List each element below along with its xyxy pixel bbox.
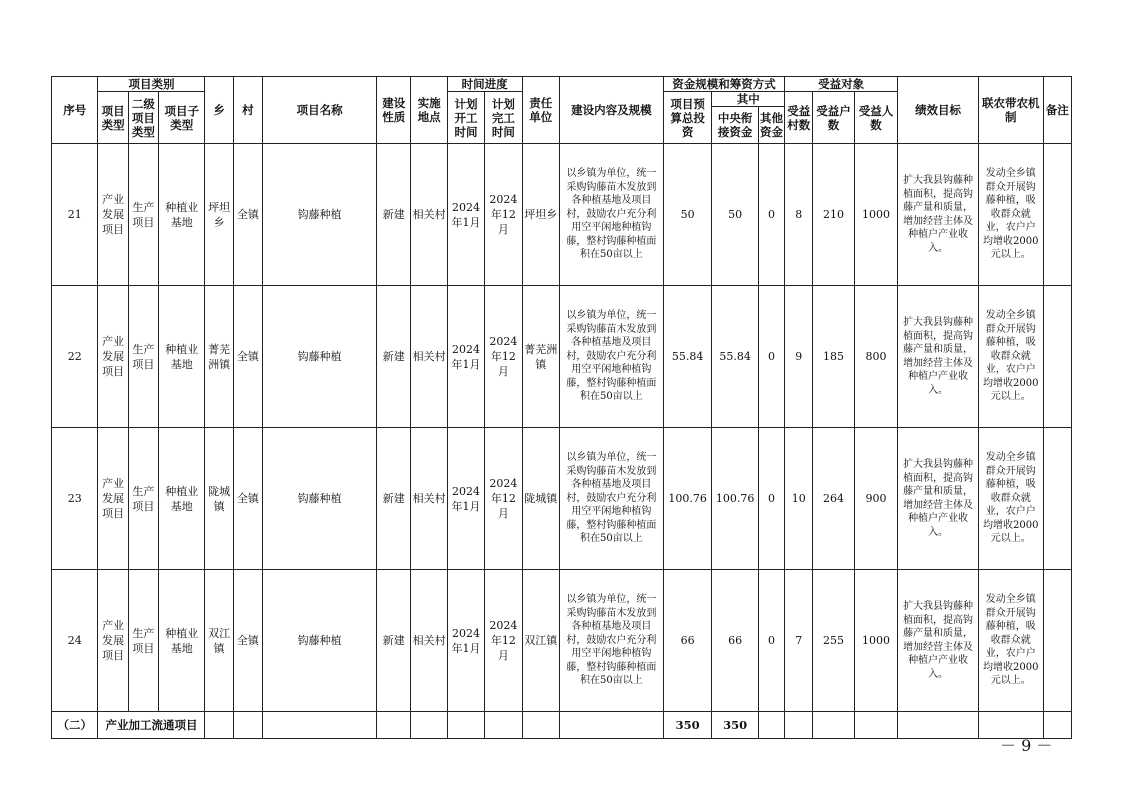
header-seq: 序号 [52,77,98,144]
cell-performance: 扩大我县钩藤种植面积，提高钩藤产量和质量，增加经营主体及种植户产业收入。 [898,286,979,428]
cell-total-budget: 55.84 [663,286,711,428]
cell-mechanism: 发动全乡镇群众开展钩藤种植，吸收群众就业，农户户均增收2000元以上。 [978,570,1043,712]
cell-project-name: 钩藤种植 [263,428,377,570]
header-responsible: 责任单位 [522,77,559,144]
empty-cell [411,712,447,739]
cell-ben-people: 1000 [854,570,897,712]
cell-start: 2024年1月 [447,570,484,712]
empty-cell [559,712,663,739]
header-mechanism: 联农带农机制 [978,77,1043,144]
subtotal-total-budget: 350 [663,712,711,739]
header-construction-nature: 建设性质 [377,77,411,144]
header-remarks: 备注 [1043,77,1071,144]
header-category-group: 项目类别 [98,77,205,92]
header-ben-people: 受益人数 [854,92,897,144]
table-row [52,428,1072,570]
subtotal-central: 350 [712,712,758,739]
empty-cell [263,712,377,739]
header-total-budget: 项目预算总投资 [663,92,711,144]
cell-responsible: 坪坦乡 [522,144,559,286]
cell-seq: 24 [52,570,98,712]
empty-cell [233,712,262,739]
cell-central: 55.84 [712,286,758,428]
cell-township: 陇城镇 [205,428,233,570]
cell-seq: 22 [52,286,98,428]
cell-construction-nature: 新建 [377,144,411,286]
cell-cat-type: 产业发展项目 [98,428,128,570]
cell-township: 菁芜洲镇 [205,286,233,428]
cell-responsible: 陇城镇 [522,428,559,570]
header-beneficiary-group: 受益对象 [785,77,898,92]
cell-ben-households: 210 [813,144,854,286]
empty-cell [854,712,897,739]
header-village: 村 [233,77,262,144]
cell-end: 2024年12月 [485,144,522,286]
empty-cell [522,712,559,739]
empty-cell [447,712,484,739]
cell-village: 全镇 [233,286,262,428]
cell-ben-households: 185 [813,286,854,428]
cell-performance: 扩大我县钩藤种植面积，提高钩藤产量和质量，增加经营主体及种植户产业收入。 [898,144,979,286]
cell-cat-sub: 生产项目 [128,570,158,712]
header-cat-subtype: 项目子类型 [159,92,205,144]
empty-cell [377,712,411,739]
header-other-funds: 其他资金 [758,107,784,144]
header-end: 计划完工时间 [485,92,522,144]
table-row [52,144,1072,286]
cell-construction-nature: 新建 [377,286,411,428]
subtotal-seq: （二） [52,712,98,739]
cell-cat-type: 产业发展项目 [98,286,128,428]
cell-content: 以乡镇为单位，统一采购钩藤苗木发放到各种植基地及项目村，鼓励农户充分利用空平闲地种植钩藤，整村钩藤种植面积在50亩以上 [559,570,663,712]
cell-mechanism: 发动全乡镇群众开展钩藤种植，吸收群众就业，农户户均增收2000元以上。 [978,286,1043,428]
header-central: 中央衔接资金 [712,107,758,144]
cell-ben-households: 255 [813,570,854,712]
cell-cat-sub: 生产项目 [128,428,158,570]
cell-other-funds: 0 [758,428,784,570]
header-schedule-group: 时间进度 [447,77,522,92]
header-cat-type: 项目类型 [98,92,128,144]
cell-central: 66 [712,570,758,712]
cell-end: 2024年12月 [485,286,522,428]
empty-cell [205,712,233,739]
cell-total-budget: 50 [663,144,711,286]
cell-cat-sub: 生产项目 [128,286,158,428]
cell-total-budget: 100.76 [663,428,711,570]
cell-performance: 扩大我县钩藤种植面积，提高钩藤产量和质量，增加经营主体及种植户产业收入。 [898,428,979,570]
cell-project-name: 钩藤种植 [263,570,377,712]
cell-other-funds: 0 [758,144,784,286]
cell-ben-villages: 7 [785,570,813,712]
cell-ben-villages: 9 [785,286,813,428]
cell-content: 以乡镇为单位，统一采购钩藤苗木发放到各种植基地及项目村，鼓励农户充分利用空平闲地种植钩藤，整村钩藤种植面积在50亩以上 [559,428,663,570]
header-township: 乡 [205,77,233,144]
cell-ben-people: 800 [854,286,897,428]
header-location: 实施地点 [411,77,447,144]
cell-location: 相关村 [411,144,447,286]
cell-village: 全镇 [233,144,262,286]
cell-cat-sub: 生产项目 [128,144,158,286]
cell-mechanism: 发动全乡镇群众开展钩藤种植，吸收群众就业，农户户均增收2000元以上。 [978,144,1043,286]
cell-location: 相关村 [411,570,447,712]
header-ben-households: 受益户数 [813,92,854,144]
cell-ben-people: 900 [854,428,897,570]
cell-content: 以乡镇为单位，统一采购钩藤苗木发放到各种植基地及项目村，鼓励农户充分利用空平闲地种植钩藤，整村钩藤种植面积在50亩以上 [559,144,663,286]
cell-cat-type: 产业发展项目 [98,570,128,712]
cell-cat-subtype: 种植业基地 [159,144,205,286]
cell-central: 50 [712,144,758,286]
cell-cat-subtype: 种植业基地 [159,286,205,428]
cell-start: 2024年1月 [447,286,484,428]
table-row [52,570,1072,712]
cell-performance: 扩大我县钩藤种植面积，提高钩藤产量和质量，增加经营主体及种植户产业收入。 [898,570,979,712]
cell-other-funds: 0 [758,286,784,428]
empty-cell [813,712,854,739]
header-funds-group: 资金规模和筹资方式 [663,77,784,92]
project-table [51,76,1072,739]
cell-construction-nature: 新建 [377,428,411,570]
header-ben-villages: 受益村数 [785,92,813,144]
header-project-name: 项目名称 [263,77,377,144]
cell-end: 2024年12月 [485,428,522,570]
cell-end: 2024年12月 [485,570,522,712]
header-of-which: 其中 [712,92,785,107]
cell-start: 2024年1月 [447,144,484,286]
cell-project-name: 钩藤种植 [263,286,377,428]
cell-responsible: 双江镇 [522,570,559,712]
header-performance: 绩效目标 [898,77,979,144]
cell-location: 相关村 [411,286,447,428]
subtotal-row [52,712,1072,739]
header-content: 建设内容及规模 [559,77,663,144]
cell-ben-villages: 10 [785,428,813,570]
cell-cat-subtype: 种植业基地 [159,428,205,570]
cell-seq: 23 [52,428,98,570]
cell-township: 双江镇 [205,570,233,712]
cell-other-funds: 0 [758,570,784,712]
empty-cell [898,712,979,739]
cell-project-name: 钩藤种植 [263,144,377,286]
subtotal-label: 产业加工流通项目 [98,712,205,739]
cell-remarks [1043,428,1071,570]
cell-ben-people: 1000 [854,144,897,286]
cell-construction-nature: 新建 [377,570,411,712]
empty-cell [785,712,813,739]
cell-total-budget: 66 [663,570,711,712]
cell-cat-subtype: 种植业基地 [159,570,205,712]
empty-cell [758,712,784,739]
empty-cell [485,712,522,739]
cell-ben-households: 264 [813,428,854,570]
header-cat-sub: 二级项目类型 [128,92,158,144]
cell-village: 全镇 [233,570,262,712]
table-row [52,286,1072,428]
cell-township: 坪坦乡 [205,144,233,286]
cell-seq: 21 [52,144,98,286]
cell-remarks [1043,144,1071,286]
cell-start: 2024年1月 [447,428,484,570]
cell-responsible: 菁芜洲镇 [522,286,559,428]
cell-remarks [1043,286,1071,428]
page-number: － 9 － [1000,736,1053,755]
cell-cat-type: 产业发展项目 [98,144,128,286]
cell-ben-villages: 8 [785,144,813,286]
cell-content: 以乡镇为单位，统一采购钩藤苗木发放到各种植基地及项目村，鼓励农户充分利用空平闲地种植钩藤，整村钩藤种植面积在50亩以上 [559,286,663,428]
cell-remarks [1043,570,1071,712]
cell-mechanism: 发动全乡镇群众开展钩藤种植，吸收群众就业，农户户均增收2000元以上。 [978,428,1043,570]
cell-central: 100.76 [712,428,758,570]
cell-location: 相关村 [411,428,447,570]
header-start: 计划开工时间 [447,92,484,144]
cell-village: 全镇 [233,428,262,570]
